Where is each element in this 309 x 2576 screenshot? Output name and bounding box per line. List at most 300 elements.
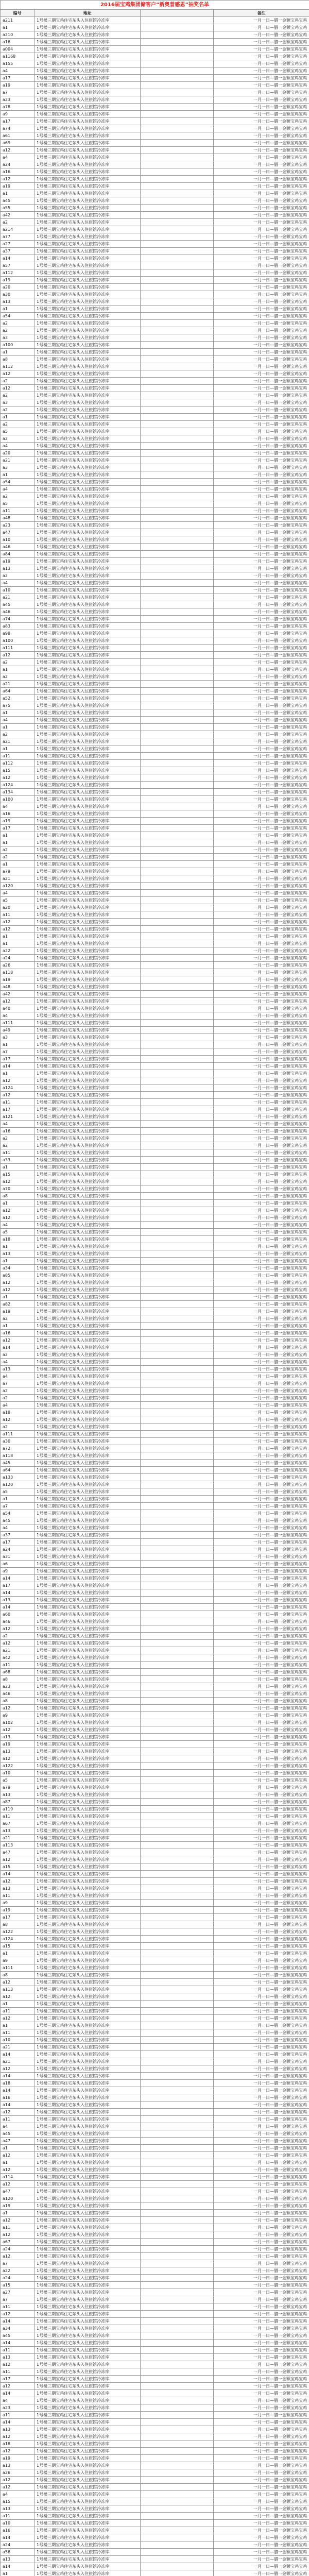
row-note: 一月一日—腊一金额宝鸡宝鸡 <box>214 2549 309 2556</box>
table-row <box>1 2174 309 2181</box>
row-address: 1号楼三期宝鸡住宅东头入住旅馆冷冻库 <box>35 471 141 479</box>
row-code: a12 <box>1 1755 35 1762</box>
row-note: 一月一日—腊一金额宝鸡宝鸡 <box>214 1842 309 1849</box>
table-row <box>1 818 309 825</box>
table-row <box>1 1113 309 1121</box>
row-code: a214 <box>1 226 35 233</box>
row-note: 一月一日—腊一金额宝鸡宝鸡 <box>214 926 309 933</box>
row-address: 1号楼三期宝鸡住宅东头入住旅馆冷冻库 <box>35 652 141 659</box>
row-code: a5 <box>1 428 35 435</box>
table-row <box>1 1878 309 1885</box>
row-note: 一月一日—腊一金额宝鸡宝鸡 <box>214 1099 309 1106</box>
row-code: a11 <box>1 1662 35 1669</box>
table-row <box>1 637 309 645</box>
table-row <box>1 190 309 197</box>
row-note: 一月一日—腊一金额宝鸡宝鸡 <box>214 1135 309 1142</box>
table-row <box>1 1640 309 1647</box>
row-blank-cell <box>141 1460 214 1467</box>
row-code: a12 <box>1 1625 35 1633</box>
row-note: 一月一日—腊一金额宝鸡宝鸡 <box>214 1561 309 1568</box>
row-address: 1号楼三期宝鸡住宅东头入住旅馆冷冻库 <box>35 1950 141 1957</box>
row-address: 1号楼三期宝鸡住宅东头入住旅馆冷冻库 <box>35 536 141 544</box>
table-row <box>1 1633 309 1640</box>
row-blank-cell <box>141 2145 214 2152</box>
row-blank-cell <box>141 96 214 104</box>
table-row <box>1 500 309 507</box>
row-note: 一月一日—腊一金额宝鸡宝鸡 <box>214 255 309 262</box>
row-code: a2 <box>1 1387 35 1395</box>
row-note: 一月一日—腊一金额宝鸡宝鸡 <box>214 1041 309 1048</box>
row-note: 一月一日—腊一金额宝鸡宝鸡 <box>214 1496 309 1503</box>
row-address: 1号楼三期宝鸡住宅东头入住旅馆冷冻库 <box>35 39 141 46</box>
row-address: 1号楼三期宝鸡住宅东头入住旅馆冷冻库 <box>35 2441 141 2448</box>
row-code: a13 <box>1 2426 35 2433</box>
row-code: a18 <box>1 1409 35 1416</box>
row-note: 一月一日—腊一金额宝鸡宝鸡 <box>214 479 309 486</box>
row-code: a11 <box>1 753 35 760</box>
table-row <box>1 587 309 594</box>
row-note: 一月一日—腊一金额宝鸡宝鸡 <box>214 1056 309 1063</box>
row-blank-cell <box>141 2174 214 2181</box>
table-row <box>1 1712 309 1719</box>
row-address: 1号楼三期宝鸡住宅东头入住旅馆冷冻库 <box>35 1568 141 1575</box>
row-code: a8 <box>1 1921 35 1928</box>
row-address: 1号楼三期宝鸡住宅东头入住旅馆冷冻库 <box>35 616 141 623</box>
row-note: 一月一日—腊一金额宝鸡宝鸡 <box>214 1986 309 1993</box>
row-note: 一月一日—腊一金额宝鸡宝鸡 <box>214 2253 309 2260</box>
row-code: a11 <box>1 2347 35 2354</box>
row-blank-cell <box>141 53 214 60</box>
row-address: 1号楼三期宝鸡住宅东头入住旅馆冷冻库 <box>35 2188 141 2195</box>
column-header-address: 地址 <box>35 10 141 17</box>
row-note: 一月一日—腊一金额宝鸡宝鸡 <box>214 2217 309 2224</box>
row-address: 1号楼三期宝鸡住宅东头入住旅馆冷冻库 <box>35 1214 141 1222</box>
row-address: 1号楼三期宝鸡住宅东头入住旅馆冷冻库 <box>35 443 141 450</box>
row-note: 一月一日—腊一金额宝鸡宝鸡 <box>214 500 309 507</box>
row-code: a74 <box>1 125 35 132</box>
row-code: a134 <box>1 789 35 796</box>
row-blank-cell <box>141 1048 214 1056</box>
row-blank-cell <box>141 2325 214 2332</box>
row-address: 1号楼三期宝鸡住宅东头入住旅馆冷冻库 <box>35 911 141 919</box>
row-address: 1号楼三期宝鸡住宅东头入住旅馆冷冻库 <box>35 839 141 846</box>
row-blank-cell <box>141 1157 214 1164</box>
row-code: a1 <box>1 832 35 839</box>
row-code: a20 <box>1 904 35 911</box>
row-note: 一月一日—腊一金额宝鸡宝鸡 <box>214 457 309 464</box>
row-blank-cell <box>141 2383 214 2390</box>
row-address: 1号楼三期宝鸡住宅东头入住旅馆冷冻库 <box>35 2368 141 2376</box>
row-code: a18 <box>1 1236 35 1243</box>
table-row <box>1 176 309 183</box>
row-note: 一月一日—腊一金额宝鸡宝鸡 <box>214 1236 309 1243</box>
row-note: 一月一日—腊一金额宝鸡宝鸡 <box>214 1589 309 1597</box>
row-blank-cell <box>141 926 214 933</box>
table-row <box>1 205 309 212</box>
table-row <box>1 1863 309 1871</box>
table-row <box>1 1777 309 1784</box>
row-note: 一月一日—腊一金额宝鸡宝鸡 <box>214 1957 309 1964</box>
row-address: 1号楼三期宝鸡住宅东头入住旅馆冷冻库 <box>35 1856 141 1863</box>
row-blank-cell <box>141 1380 214 1387</box>
row-code: a15 <box>1 1943 35 1950</box>
row-blank-cell <box>141 832 214 839</box>
row-blank-cell <box>141 1654 214 1662</box>
row-address: 1号楼三期宝鸡住宅东头入住旅馆冷冻库 <box>35 1604 141 1611</box>
row-note: 一月一日—腊一金额宝鸡宝鸡 <box>214 1993 309 2001</box>
row-code: a11 <box>1 2224 35 2231</box>
row-blank-cell <box>141 1308 214 1315</box>
table-row <box>1 2102 309 2109</box>
column-header-blank <box>141 10 214 17</box>
row-code: a12 <box>1 2152 35 2159</box>
row-blank-cell <box>141 976 214 984</box>
row-address: 1号楼三期宝鸡住宅东头入住旅馆冷冻库 <box>35 356 141 363</box>
row-address: 1号楼三期宝鸡住宅东头入住旅馆冷冻库 <box>35 1488 141 1496</box>
row-blank-cell <box>141 601 214 608</box>
row-blank-cell <box>141 2051 214 2058</box>
row-note: 一月一日—腊一金额宝鸡宝鸡 <box>214 904 309 911</box>
table-row <box>1 2556 309 2563</box>
row-note: 一月一日—腊一金额宝鸡宝鸡 <box>214 2260 309 2267</box>
table-row <box>1 1625 309 1633</box>
table-row <box>1 1936 309 1943</box>
row-note: 一月一日—腊一金额宝鸡宝鸡 <box>214 2289 309 2296</box>
row-blank-cell <box>141 1943 214 1950</box>
row-blank-cell <box>141 2390 214 2397</box>
row-blank-cell <box>141 1366 214 1373</box>
row-address: 1号楼三期宝鸡住宅东头入住旅馆冷冻库 <box>35 2224 141 2231</box>
table-row <box>1 2296 309 2303</box>
row-address: 1号楼三期宝鸡住宅东头入住旅馆冷冻库 <box>35 2419 141 2426</box>
row-blank-cell <box>141 551 214 558</box>
table-row <box>1 306 309 313</box>
row-blank-cell <box>141 1106 214 1113</box>
row-address: 1号楼三期宝鸡住宅东头入住旅馆冷冻库 <box>35 1323 141 1330</box>
table-row <box>1 1719 309 1726</box>
table-row <box>1 75 309 82</box>
row-code: a52 <box>1 695 35 702</box>
row-code: a12 <box>1 1640 35 1647</box>
row-blank-cell <box>141 60 214 67</box>
row-code: a54 <box>1 313 35 320</box>
table-row <box>1 1236 309 1243</box>
row-address: 1号楼三期宝鸡住宅东头入住旅馆冷冻库 <box>35 2570 141 2576</box>
row-address: 1号楼三期宝鸡住宅东头入住旅馆冷冻库 <box>35 976 141 984</box>
row-address: 1号楼三期宝鸡住宅东头入住旅馆冷冻库 <box>35 1719 141 1726</box>
row-address: 1号楼三期宝鸡住宅东头入住旅馆冷冻库 <box>35 572 141 580</box>
row-address: 1号楼三期宝鸡住宅东头入住旅馆冷冻库 <box>35 1748 141 1755</box>
table-row <box>1 2534 309 2541</box>
table-row <box>1 2159 309 2166</box>
row-blank-cell <box>141 1229 214 1236</box>
row-note: 一月一日—腊一金额宝鸡宝鸡 <box>214 183 309 190</box>
row-code: a122 <box>1 1762 35 1770</box>
table-row <box>1 1185 309 1193</box>
row-address: 1号楼三期宝鸡住宅东头入住旅馆冷冻库 <box>35 2340 141 2347</box>
row-address: 1号楼三期宝鸡住宅东头入住旅馆冷冻库 <box>35 998 141 1005</box>
row-address: 1号楼三期宝鸡住宅东头入住旅馆冷冻库 <box>35 493 141 500</box>
row-note: 一月一日—腊一金额宝鸡宝鸡 <box>214 1452 309 1460</box>
row-code: a1 <box>1 940 35 947</box>
row-blank-cell <box>141 392 214 399</box>
row-note: 一月一日—腊一金额宝鸡宝鸡 <box>214 1640 309 1647</box>
row-code: a8 <box>1 356 35 363</box>
row-note: 一月一日—腊一金额宝鸡宝鸡 <box>214 1380 309 1387</box>
table-row <box>1 435 309 443</box>
table-row <box>1 522 309 529</box>
row-note: 一月一日—腊一金额宝鸡宝鸡 <box>214 1063 309 1070</box>
table-row <box>1 342 309 349</box>
row-address: 1号楼三期宝鸡住宅东头入住旅馆冷冻库 <box>35 154 141 161</box>
row-code: a24 <box>1 1546 35 1553</box>
row-address: 1号楼三期宝鸡住宅东头入住旅馆冷冻库 <box>35 991 141 998</box>
row-address: 1号楼三期宝鸡住宅东头入住旅馆冷冻库 <box>35 1878 141 1885</box>
row-blank-cell <box>141 1799 214 1806</box>
row-address: 1号楼三期宝鸡住宅东头入住旅馆冷冻库 <box>35 197 141 205</box>
row-blank-cell <box>141 168 214 176</box>
row-code: a14 <box>1 2318 35 2325</box>
column-header-note: 备注 <box>214 10 309 17</box>
row-note: 一月一日—腊一金额宝鸡宝鸡 <box>214 897 309 904</box>
table-row <box>1 2029 309 2037</box>
row-code: a49 <box>1 1027 35 1034</box>
row-code: a12 <box>1 2166 35 2174</box>
row-blank-cell <box>141 1885 214 1892</box>
row-note: 一月一日—腊一金额宝鸡宝鸡 <box>214 1286 309 1294</box>
row-address: 1号楼三期宝鸡住宅东头入住旅馆冷冻库 <box>35 2426 141 2433</box>
row-note: 一月一日—腊一金额宝鸡宝鸡 <box>214 2282 309 2289</box>
row-note: 一月一日—腊一金额宝鸡宝鸡 <box>214 161 309 168</box>
row-note: 一月一日—腊一金额宝鸡宝鸡 <box>214 2073 309 2080</box>
row-blank-cell <box>141 406 214 414</box>
row-note: 一月一日—腊一金额宝鸡宝鸡 <box>214 370 309 378</box>
row-blank-cell <box>141 731 214 738</box>
row-code: a55 <box>1 205 35 212</box>
row-address: 1号楼三期宝鸡住宅东头入住旅馆冷冻库 <box>35 1445 141 1452</box>
row-code: a82 <box>1 1301 35 1308</box>
row-note: 一月一日—腊一金额宝鸡宝鸡 <box>214 2419 309 2426</box>
row-blank-cell <box>141 1813 214 1820</box>
row-blank-cell <box>141 2188 214 2195</box>
row-note: 一月一日—腊一金额宝鸡宝鸡 <box>214 846 309 854</box>
table-row <box>1 695 309 702</box>
row-address: 1号楼三期宝鸡住宅东头入住旅馆冷冻库 <box>35 1149 141 1157</box>
row-blank-cell <box>141 1871 214 1878</box>
row-note: 一月一日—腊一金额宝鸡宝鸡 <box>214 673 309 681</box>
row-address: 1号楼三期宝鸡住宅东头入住旅馆冷冻库 <box>35 2037 141 2044</box>
table-row <box>1 1524 309 1532</box>
row-code: a1 <box>1 2145 35 2152</box>
table-row <box>1 551 309 558</box>
table-row <box>1 327 309 334</box>
row-code: a11 <box>1 2303 35 2311</box>
row-address: 1号楼三期宝鸡住宅东头入住旅馆冷冻库 <box>35 118 141 125</box>
row-code: a100 <box>1 796 35 803</box>
row-blank-cell <box>141 565 214 572</box>
row-blank-cell <box>141 2404 214 2412</box>
row-note: 一月一日—腊一金额宝鸡宝鸡 <box>214 2145 309 2152</box>
table-row <box>1 1575 309 1582</box>
row-blank-cell <box>141 2419 214 2426</box>
row-note: 一月一日—腊一金额宝鸡宝鸡 <box>214 1690 309 1698</box>
row-address: 1号楼三期宝鸡住宅东头入住旅馆冷冻库 <box>35 883 141 890</box>
row-note: 一月一日—腊一金额宝鸡宝鸡 <box>214 226 309 233</box>
row-note: 一月一日—腊一金额宝鸡宝鸡 <box>214 1481 309 1488</box>
row-address: 1号楼三期宝鸡住宅东头入住旅馆冷冻库 <box>35 1936 141 1943</box>
table-row <box>1 1142 309 1149</box>
table-row <box>1 2376 309 2383</box>
row-note: 一月一日—腊一金额宝鸡宝鸡 <box>214 60 309 67</box>
table-row <box>1 392 309 399</box>
row-address: 1号楼三期宝鸡住宅东头入住旅馆冷冻库 <box>35 1344 141 1351</box>
row-address: 1号楼三期宝鸡住宅东头入住旅馆冷冻库 <box>35 1070 141 1077</box>
row-blank-cell <box>141 2044 214 2051</box>
row-note: 一月一日—腊一金额宝鸡宝鸡 <box>214 2325 309 2332</box>
row-address: 1号楼三期宝鸡住宅东头入住旅馆冷冻库 <box>35 53 141 60</box>
row-blank-cell <box>141 2246 214 2253</box>
row-code: a4 <box>1 1402 35 1409</box>
row-note: 一月一日—腊一金额宝鸡宝鸡 <box>214 2058 309 2065</box>
row-note: 一月一日—腊一金额宝鸡宝鸡 <box>214 623 309 630</box>
row-blank-cell <box>141 269 214 277</box>
row-address: 1号楼三期宝鸡住宅东头入住旅馆冷冻库 <box>35 1647 141 1654</box>
table-row <box>1 2152 309 2159</box>
row-address: 1号楼三期宝鸡住宅东头入住旅馆冷冻库 <box>35 659 141 666</box>
row-blank-cell <box>141 2138 214 2145</box>
table-row <box>1 1164 309 1171</box>
row-blank-cell <box>141 1755 214 1762</box>
row-address: 1号楼三期宝鸡住宅东头入住旅馆冷冻库 <box>35 688 141 695</box>
table-row <box>1 1474 309 1481</box>
row-address: 1号楼三期宝鸡住宅东头入住旅馆冷冻库 <box>35 2549 141 2556</box>
row-code: a4 <box>1 1012 35 1020</box>
row-code: a12 <box>1 1979 35 1986</box>
row-code: a79 <box>1 868 35 875</box>
row-address: 1号楼三期宝鸡住宅东头入住旅馆冷冻库 <box>35 637 141 645</box>
row-blank-cell <box>141 2563 214 2570</box>
row-code: a2 <box>1 1135 35 1142</box>
row-note: 一月一日—腊一金额宝鸡宝鸡 <box>214 2441 309 2448</box>
row-note: 一月一日—腊一金额宝鸡宝鸡 <box>214 2080 309 2087</box>
row-code: a112 <box>1 269 35 277</box>
row-note: 一月一日—腊一金额宝鸡宝鸡 <box>214 24 309 31</box>
row-blank-cell <box>141 2549 214 2556</box>
row-address: 1号楼三期宝鸡住宅东头入住旅馆冷冻库 <box>35 2484 141 2491</box>
row-note: 一月一日—腊一金额宝鸡宝鸡 <box>214 1149 309 1157</box>
row-note: 一月一日—腊一金额宝鸡宝鸡 <box>214 1770 309 1777</box>
row-blank-cell <box>141 1373 214 1380</box>
row-address: 1号楼三期宝鸡住宅东头入住旅馆冷冻库 <box>35 2376 141 2383</box>
table-row <box>1 565 309 572</box>
table-row <box>1 2426 309 2433</box>
table-row <box>1 1157 309 1164</box>
row-blank-cell <box>141 2159 214 2166</box>
row-address: 1号楼三期宝鸡住宅东头入住旅馆冷冻库 <box>35 2246 141 2253</box>
row-blank-cell <box>141 1294 214 1301</box>
row-note: 一月一日—腊一金额宝鸡宝鸡 <box>214 1575 309 1582</box>
table-row <box>1 291 309 298</box>
row-address: 1号楼三期宝鸡住宅东头入住旅馆冷冻库 <box>35 2311 141 2318</box>
table-row <box>1 183 309 190</box>
row-blank-cell <box>141 1488 214 1496</box>
row-note: 一月一日—腊一金额宝鸡宝鸡 <box>214 616 309 623</box>
row-blank-cell <box>141 2426 214 2433</box>
table-row <box>1 536 309 544</box>
row-code: a19 <box>1 818 35 825</box>
row-code: a11 <box>1 2368 35 2376</box>
row-note: 一月一日—腊一金额宝鸡宝鸡 <box>214 2210 309 2217</box>
row-address: 1号楼三期宝鸡住宅东头入住旅馆冷冻库 <box>35 1431 141 1438</box>
row-code: a3 <box>1 1034 35 1041</box>
row-blank-cell <box>141 2109 214 2116</box>
row-code: a2 <box>1 1142 35 1149</box>
column-header-row <box>1 10 309 17</box>
row-blank-cell <box>141 1222 214 1229</box>
row-address: 1号楼三期宝鸡住宅东头入住旅馆冷冻库 <box>35 897 141 904</box>
row-code: a210 <box>1 31 35 39</box>
row-code: a8 <box>1 1676 35 1683</box>
row-address: 1号楼三期宝鸡住宅东头入住旅馆冷冻库 <box>35 1907 141 1914</box>
table-row <box>1 1705 309 1712</box>
row-address: 1号楼三期宝鸡住宅东头入住旅馆冷冻库 <box>35 1546 141 1553</box>
row-blank-cell <box>141 479 214 486</box>
row-code: a61 <box>1 132 35 140</box>
row-note: 一月一日—腊一金额宝鸡宝鸡 <box>214 1106 309 1113</box>
row-address: 1号楼三期宝鸡住宅东头入住旅馆冷冻库 <box>35 580 141 587</box>
row-code: a112 <box>1 760 35 767</box>
row-code: a7 <box>1 89 35 96</box>
row-code: a15 <box>1 1171 35 1178</box>
row-address: 1号楼三期宝鸡住宅东头入住旅馆冷冻库 <box>35 919 141 926</box>
row-address: 1号楼三期宝鸡住宅东头入住旅馆冷冻库 <box>35 673 141 681</box>
row-note: 一月一日—腊一金额宝鸡宝鸡 <box>214 1553 309 1561</box>
table-row <box>1 2318 309 2325</box>
table-row <box>1 2037 309 2044</box>
row-note: 一月一日—腊一金额宝鸡宝鸡 <box>214 1979 309 1986</box>
table-row <box>1 904 309 911</box>
row-code: a19 <box>1 183 35 190</box>
row-note: 一月一日—腊一金额宝鸡宝鸡 <box>214 1084 309 1092</box>
table-row <box>1 1229 309 1236</box>
row-note: 一月一日—腊一金额宝鸡宝鸡 <box>214 1423 309 1431</box>
row-address: 1号楼三期宝鸡住宅东头入住旅馆冷冻库 <box>35 1885 141 1892</box>
row-blank-cell <box>141 1669 214 1676</box>
row-note: 一月一日—腊一金额宝鸡宝鸡 <box>214 1395 309 1402</box>
row-code: a42 <box>1 991 35 998</box>
row-address: 1号楼三期宝鸡住宅东头入住旅馆冷冻库 <box>35 1222 141 1229</box>
table-row <box>1 31 309 39</box>
row-code: a47 <box>1 2188 35 2195</box>
row-blank-cell <box>141 298 214 306</box>
row-code: a12 <box>1 652 35 659</box>
row-address: 1号楼三期宝鸡住宅东头入住旅馆冷冻库 <box>35 890 141 897</box>
table-row <box>1 2498 309 2505</box>
row-blank-cell <box>141 2080 214 2087</box>
row-note: 一月一日—腊一金额宝鸡宝鸡 <box>214 1856 309 1863</box>
table-row <box>1 2491 309 2498</box>
row-code: a19 <box>1 976 35 984</box>
row-code: a2 <box>1 320 35 327</box>
row-blank-cell <box>141 219 214 226</box>
row-code: a21 <box>1 457 35 464</box>
row-blank-cell <box>141 67 214 75</box>
row-blank-cell <box>141 486 214 493</box>
row-code: a4 <box>1 2397 35 2404</box>
row-note: 一月一日—腊一金额宝鸡宝鸡 <box>214 2390 309 2397</box>
table-row <box>1 2275 309 2282</box>
row-address: 1号楼三期宝鸡住宅东头入住旅馆冷冻库 <box>35 1077 141 1084</box>
